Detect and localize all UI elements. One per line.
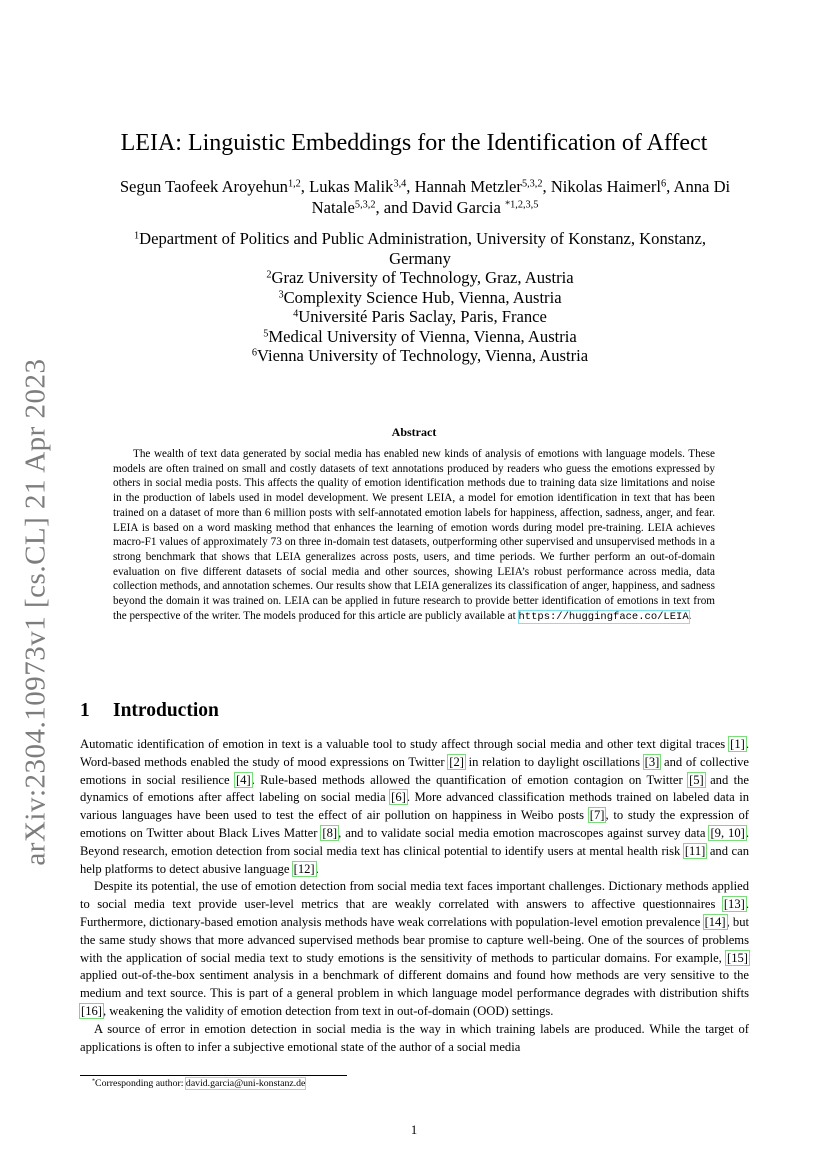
affiliation-text: Graz University of Technology, Graz, Austria (271, 268, 574, 287)
citation-link[interactable]: [8] (322, 825, 338, 840)
citation-link[interactable]: [3] (644, 754, 660, 769)
body-text-run: . Furthermore, dictionary-based emotion analysis methods have weak correlations with population-level emotion prevalence (80, 897, 749, 929)
footnote-label: Corresponding author: (95, 1078, 186, 1089)
body-text-run: . Rule-based methods allowed the quantification of emotion contagion on Twitter (251, 772, 689, 787)
body-text-run: Despite its potential, the use of emotion detection from social media text faces important challenges. Dictionary methods applied to social media text provide user-level metrics that are weakly correlated with answers to affective questionnaires (80, 879, 749, 912)
model-url-link[interactable]: https://huggingface.co/LEIA (518, 610, 689, 623)
affiliation-number: 3 (278, 288, 284, 300)
body-paragraph (80, 1021, 749, 1057)
affiliation-number: 6 (251, 347, 257, 359)
citation-link[interactable]: [6] (391, 790, 406, 805)
author-affiliation-marker: 3,4 (393, 178, 407, 190)
affiliation-line (90, 327, 750, 347)
body-text-run: , to study the expression of emotions on Twitter about Black Lives Matter (80, 808, 749, 840)
author-name: David Garcia (411, 198, 505, 217)
abstract-body (113, 447, 715, 624)
citation-link[interactable]: [5] (689, 772, 704, 787)
body-text-run: A source of error in emotion detection in social media is the way in which training labels are produced. While the target of applications is often to infer a subjective emotional state of the author of a social media (80, 1021, 749, 1054)
footnote-rule (80, 1075, 347, 1076)
affiliation-text: Complexity Science Hub, Vienna, Austria (283, 287, 562, 307)
author-name: Segun Taofeek Aroyehun (119, 177, 288, 196)
citation-link[interactable]: [12] (293, 861, 315, 876)
affiliation-text: Germany (389, 248, 451, 268)
citation-link[interactable]: [15] (727, 950, 748, 965)
affiliation-number: 2 (266, 269, 272, 281)
author-separator: , (542, 177, 551, 196)
affiliation-text: Department of Politics and Public Administration, University of Konstanz, Konstanz, (139, 229, 706, 248)
affiliation-text: Vienna University of Technology, Vienna, Austria (257, 346, 589, 365)
body-text-run: . More advanced classification methods trained on labeled data in various languages have been used to test the effect of air pollution on happiness in Weibo posts (80, 790, 749, 823)
affiliation-line (90, 268, 750, 288)
body-text-run: in relation to daylight oscillations (464, 754, 644, 769)
body-text-run: , and to validate social media emotion macroscopes against survey data (338, 825, 710, 840)
author-affiliation-marker: 6 (660, 178, 667, 190)
affiliation-line (90, 229, 750, 249)
body-text-run: and the dynamics of emotions after affect labeling on social media (80, 772, 750, 805)
footnote (80, 1078, 305, 1089)
affiliation-line (90, 249, 750, 269)
affiliation-line (90, 346, 750, 366)
author-name: Hannah Metzler (414, 177, 522, 196)
citation-link[interactable]: [16] (81, 1003, 102, 1018)
author-separator: , (406, 177, 415, 196)
affiliation-list (90, 229, 750, 366)
affiliation-line (90, 288, 750, 308)
citation-link[interactable]: [13] (723, 897, 745, 912)
body-text-run: . (315, 861, 319, 876)
author-separator: , (666, 177, 674, 196)
abstract-heading: Abstract (391, 425, 437, 439)
corresponding-email-link[interactable]: david.garcia@uni-konstanz.de (185, 1078, 306, 1089)
affiliation-line (90, 307, 750, 327)
author-affiliation-marker: *1,2,3,5 (504, 199, 539, 211)
page-number: 1 (410, 1123, 418, 1137)
citation-link[interactable]: [9, 10] (710, 825, 745, 840)
author-affiliation-marker: 5,3,2 (354, 199, 376, 211)
author-name: Lukas Malik (309, 177, 394, 196)
body-text-run: and of collective emotions in social resilience (80, 754, 749, 787)
author-name: Nikolas Haimerl (550, 177, 661, 196)
body-paragraph (80, 878, 749, 1020)
affiliation-text: Université Paris Saclay, Paris, France (298, 307, 547, 326)
section-number: 1 (80, 700, 90, 721)
arxiv-stamp-text: arXiv:2304.10973v1 [cs.CL] 21 Apr 2023 (19, 358, 52, 866)
affiliation-text: Medical University of Vienna, Vienna, Austria (268, 326, 577, 346)
footnote-mark: * (92, 1078, 96, 1085)
author-list (105, 176, 745, 218)
paper-title: LEIA: Linguistic Embeddings for the Identification of Affect (120, 130, 708, 156)
abstract-end: . (688, 609, 692, 622)
body-text-run: . Beyond research, emotion detection from social media text has clinical potential to identify users at mental health risk (80, 825, 750, 858)
body-text-run: , weakening the validity of emotion detection from text in out-of-domain (OOD) settings. (102, 1003, 554, 1018)
citation-link[interactable]: [7] (589, 808, 605, 823)
author-separator: , (300, 177, 310, 196)
body-paragraph (80, 736, 749, 878)
introduction-body (80, 736, 749, 1056)
citation-link[interactable]: [14] (704, 914, 726, 929)
section-heading-introduction (80, 700, 219, 722)
author-affiliation-marker: 1,2 (287, 178, 301, 190)
body-text-run: , but the same study shows that more advanced supervised methods bear promise to capture well-being. One of the sources of problems with the application of social media text to study emotions is the sensitivity of methods to particular domains. For example, (80, 914, 749, 965)
abstract-text: The wealth of text data generated by social media has enabled new kinds of analysis of emotions with language models. These models are often trained on small and costly datasets of text annotations produced by readers who guess the emotions expressed by others in social media posts. This affects the quality of emotion identification methods due to training data size limitations and noise in the production of labels used in model development. We present LEIA, a model for emotion identification in text that has been trained on a dataset of more than 6 million posts with self-annotated emotion labels for happiness, affection, sadness, anger, and fear. LEIA is based on a word masking method that enhances the learning of emotion words during model pre-training. LEIA achieves macro-F1 values of approximately 73 on three in-domain test datasets, outperforming other supervised and unsupervised methods in a strong benchmark that shows that LEIA generalizes across posts, users, and time periods. We further perform an out-of-domain evaluation on five different datasets of social media and other sources, showing LEIA’s robust performance across media, data collection methods, and annotation schemes. Our results show that LEIA generalizes its classification of anger, happiness, and sadness beyond the domain it was trained on. LEIA can be applied in future research to provide better identification of emotions in text from the perspective of the writer. The models produced for this article are publicly available at (113, 448, 715, 622)
body-text-run: and can help platforms to detect abusive language (80, 843, 749, 876)
section-title: Introduction (113, 700, 219, 721)
body-text-run: Automatic identification of emotion in text is a valuable tool to study affect through social media and other text digital traces (80, 737, 730, 751)
citation-link[interactable]: [1] (730, 737, 745, 751)
citation-link[interactable]: [4] (235, 772, 251, 787)
affiliation-number: 5 (263, 327, 269, 339)
citation-link[interactable]: [2] (449, 754, 464, 769)
affiliation-number: 4 (293, 308, 299, 320)
author-separator: , and (375, 198, 412, 217)
body-text-run: . Word-based methods enabled the study of mood expressions on Twitter (80, 737, 749, 769)
author-name: Anna Di Natale (311, 177, 731, 217)
citation-link[interactable]: [11] (684, 843, 706, 858)
author-affiliation-marker: 5,3,2 (521, 178, 543, 190)
affiliation-number: 1 (133, 230, 140, 242)
body-text-run: applied out-of-the-box sentiment analysis in a benchmark of different domains and found how methods are very sensitive to the medium and text source. This is part of a general problem in which language model performance degrades with distribution shifts (80, 968, 749, 1001)
